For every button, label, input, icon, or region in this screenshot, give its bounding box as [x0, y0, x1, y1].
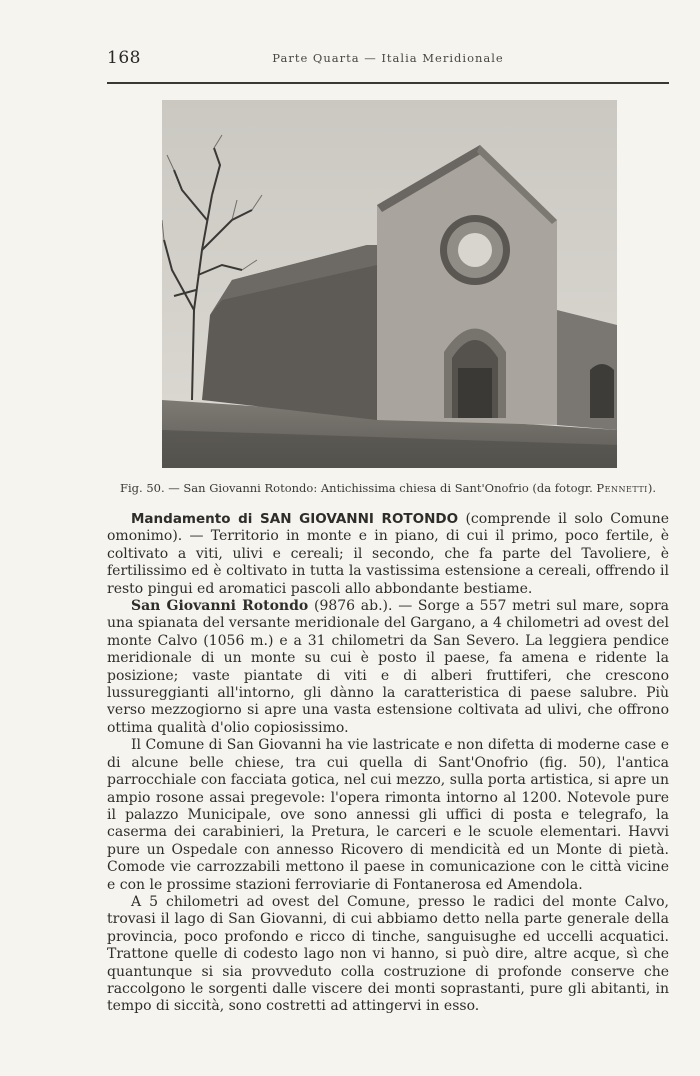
paragraph-lead: Mandamento di SAN GIOVANNI ROTONDO [131, 511, 459, 527]
paragraph-lago [107, 894, 669, 1016]
figure-caption [107, 481, 669, 495]
paragraph-mandamento [107, 511, 669, 598]
page-header [107, 48, 669, 78]
church-photograph [162, 100, 617, 468]
caption-text: Fig. 50. — San Giovanni Rotondo: Antichissima chiesa di Sant'Onofrio (da fotogr. [120, 481, 597, 495]
photographer-credit: Pennetti [596, 481, 648, 495]
paragraph-text: A 5 chilometri ad ovest del Comune, presso le radici del monte Calvo, trovasi il lago di San Giovanni, di cui abbiamo detto nella parte generale della provincia, poco profondo e ricco di tinche, sanguisughe ed uccelli acquatici. Trattone quelle di codesto lago non vi hanno, si può dire, altre acque, sì che quantunque si sia provveduto colla costruzione di profonde conserve che raccolgono le sorgenti dalle viscere dei monti soprastanti, pure gli abitanti, in tempo di siccità, sono costretti ad attingervi in esso. [107, 893, 669, 1015]
article-body [107, 511, 669, 1016]
running-title: Parte Quarta — Italia Meridionale [272, 51, 504, 65]
header-rule [107, 82, 669, 84]
page-number: 168 [107, 48, 141, 68]
caption-end: ). [647, 481, 656, 495]
paragraph-text: (comprende il solo Comune omonimo). — Territorio in monte e in piano, di cui il primo, poco fertile, è coltivato a viti, ulivi e cereali; il secondo, che fa parte del Tavoliere, è fertilissimo ed è coltivato in tutta la vastissima estensione a cereali, offrendo il resto pingui ed aromatici pascoli allo abbondante bestiame. [107, 511, 669, 597]
paragraph-text: (9876 ab.). — Sorge a 557 metri sul mare, sopra una spianata del versante meridionale del Gargano, a 4 chilometri ad ovest del monte Calvo (1056 m.) e a 31 chilometri da San Severo. La leggiera pendice meridionale di un monte su cui è posto il paese, fa amena e ridente la posizione; vaste piantate di viti e di alberi fruttiferi, che crescono lussureggianti all'intorno, gli dànno la caratteristica di paese salubre. Più verso mezzogiorno si apre una vasta estensione coltivata ad ulivi, che offrono ottima qualità d'olio copiosissimo. [107, 598, 670, 736]
paragraph-san-giovanni [107, 598, 669, 737]
paragraph-text: Il Comune di San Giovanni ha vie lastricate e non difetta di moderne case e di alcune belle chiese, tra cui quella di Sant'Onofrio (fig. 50), l'antica parrocchiale con facciata gotica, nel cui mezzo, sulla porta artistica, si apre un ampio rosone assai pregevole: l'opera rimonta intorno al 1200. Notevole pure il palazzo Municipale, ove sono annessi gli uffici di posta e telegrafo, la caserma dei carabinieri, la Pretura, le carceri e le scuole elementari. Havvi pure un Ospedale con annesso Ricovero di mendicità ed un Monte di pietà. Comode vie carrozzabili mettono il paese in comunicazione con le città vicine e con le prossime stazioni ferroviarie di Fontanerosa ed Amendola. [107, 737, 669, 893]
paragraph-comune [107, 737, 669, 894]
paragraph-lead: San Giovanni Rotondo [131, 598, 309, 615]
